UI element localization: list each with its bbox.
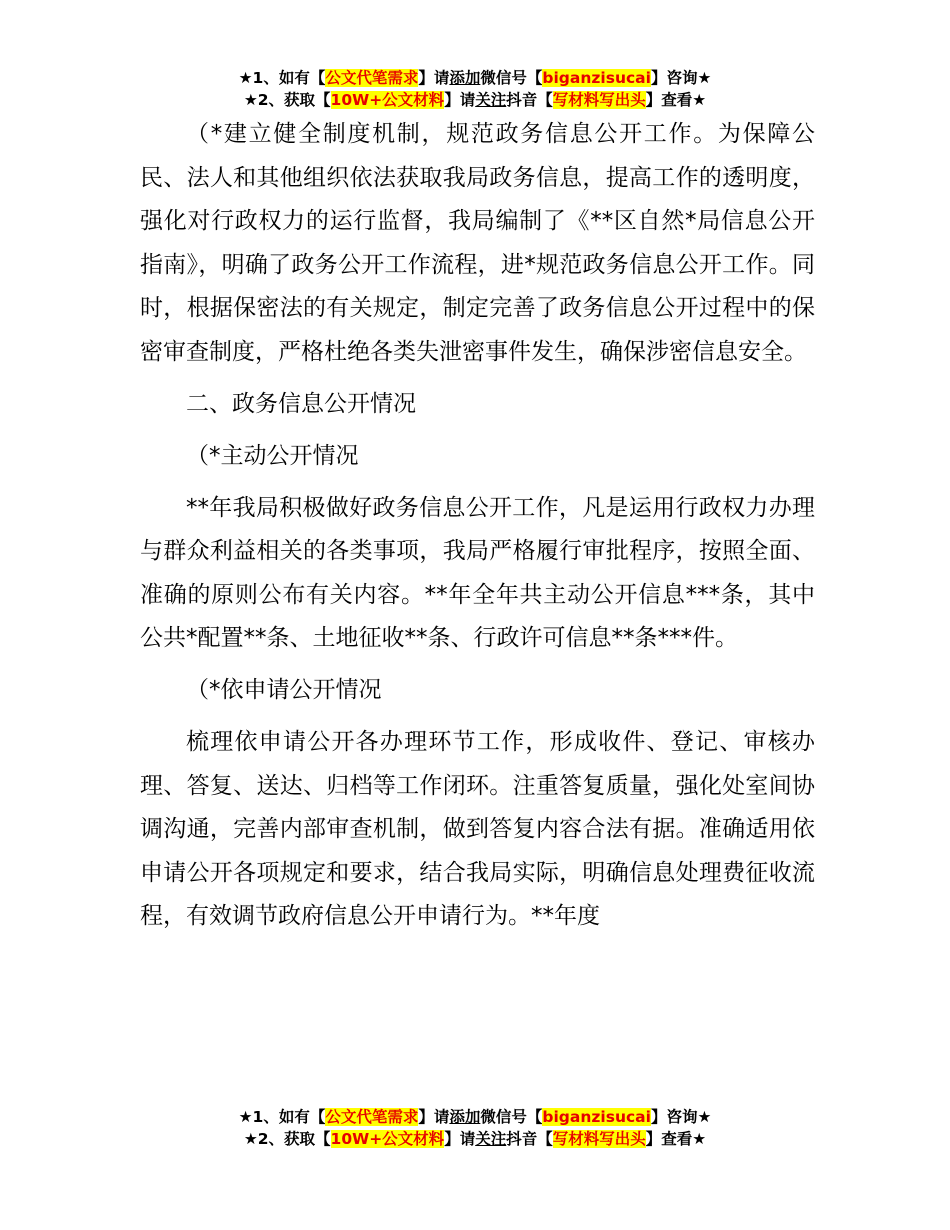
banner-text: 】查看★ — [645, 91, 707, 109]
banner-text: 】咨询★ — [650, 1108, 712, 1126]
banner-text: 】咨询★ — [650, 69, 712, 87]
banner-text: 微信号【 — [480, 1108, 543, 1126]
banner-underlined: 关注 — [475, 91, 507, 109]
banner-text: 】查看★ — [645, 1130, 707, 1148]
banner-highlight: 写材料写出头 — [552, 91, 646, 109]
header-banner — [0, 67, 950, 111]
banner-text: 】请 — [418, 1108, 450, 1126]
banner-highlight: biganzisucai — [542, 69, 651, 87]
banner-text: 】请 — [418, 69, 450, 87]
banner-text: 微信号【 — [480, 69, 543, 87]
document-body — [140, 113, 815, 939]
banner-highlight: 公文代笔需求 — [325, 1108, 419, 1126]
banner-text: ★1、如有【 — [238, 69, 326, 87]
paragraph-active-disclosure: **年我局积极做好政务信息公开工作，凡是运用行政权力办理与群众利益相关的各类事项，我局严格履行审批程序，按照全面、准确的原则公布有关内容。**年全年共主动公开信息***条，其中公共*配置**条、土地征收**条、行政许可信息**条***件。 — [140, 494, 815, 651]
banner-highlight: biganzisucai — [542, 1108, 651, 1126]
banner-underlined: 添加 — [449, 1108, 481, 1126]
banner-text: 】请 — [444, 91, 476, 109]
banner-text: 抖音【 — [506, 1130, 553, 1148]
banner-line-2 — [0, 89, 950, 111]
banner-text: ★2、获取【 — [243, 1130, 331, 1148]
banner-text: 抖音【 — [506, 91, 553, 109]
subsection-heading-active: （*主动公开情况 — [186, 442, 359, 469]
section-heading: 二、政务信息公开情况 — [186, 390, 416, 417]
paragraph-institution: （*建立健全制度机制，规范政务信息公开工作。为保障公民、法人和其他组织依法获取我局政务信息，提高工作的透明度，强化对行政权力的运行监督，我局编制了《**区自然*局信息公开指南》，明确了政务公开工作流程，进*规范政务信息公开工作。同时，根据保密法的有关规定，制定完善了政务信息公开过程中的保密审查制度，严格杜绝各类失泄密事件发生，确保涉密信息安全。 — [140, 121, 815, 365]
banner-highlight: 公文代笔需求 — [325, 69, 419, 87]
banner-highlight: 10W+公文材料 — [330, 1130, 445, 1148]
banner-line-2 — [0, 1128, 950, 1150]
banner-underlined: 添加 — [449, 69, 481, 87]
banner-highlight: 10W+公文材料 — [330, 91, 445, 109]
paragraph-request-disclosure: 梳理依申请公开各办理环节工作，形成收件、登记、审核办理、答复、送达、归档等工作闭环。注重答复质量，强化处室间协调沟通，完善内部审查机制，做到答复内容合法有据。准确适用依申请公开各项规定和要求，结合我局实际，明确信息处理费征收流程，有效调节政府信息公开申请行为。**年度 — [140, 729, 815, 929]
banner-highlight: 写材料写出头 — [552, 1130, 646, 1148]
banner-text: ★2、获取【 — [243, 91, 331, 109]
subsection-heading-request: （*依申请公开情况 — [186, 677, 382, 703]
banner-line-1 — [0, 1106, 950, 1128]
banner-underlined: 关注 — [475, 1130, 507, 1148]
footer-banner — [0, 1106, 950, 1150]
banner-line-1 — [0, 67, 950, 89]
banner-text: 】请 — [444, 1130, 476, 1148]
banner-text: ★1、如有【 — [238, 1108, 326, 1126]
